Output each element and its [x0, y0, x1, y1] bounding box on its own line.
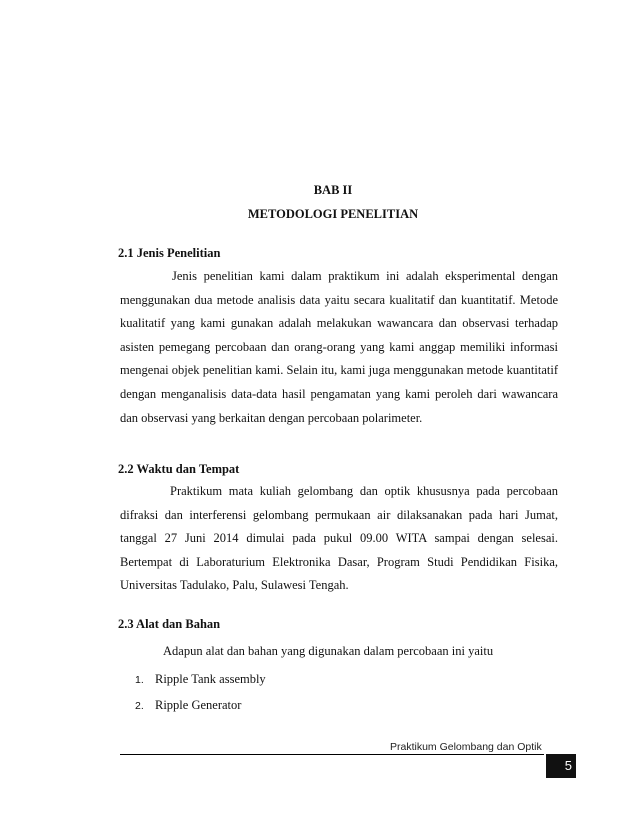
section-intro-2-3: Adapun alat dan bahan yang digunakan dalam percobaan ini yaitu [163, 644, 494, 658]
section-heading-2-3: 2.3 Alat dan Bahan [118, 617, 221, 631]
list-number: 2. [135, 700, 144, 712]
list-text: Ripple Generator [155, 698, 242, 712]
page-number: 5 [546, 754, 576, 778]
section-body-2-1 [120, 265, 558, 430]
list-item [135, 698, 241, 713]
section-body-2-1-text: Jenis penelitian kami dalam praktikum ini adalah eksperimental dengan menggunakan dua metode analisis data yaitu secara kualitatif dan kuantitatif. Metode kualitatif yang kami gunakan adalah melakukan wawancara dan observasi terhadap asisten pemegang percobaan dan orang-orang yang kami anggap memiliki informasi mengenai objek penelitian kami. Selain itu, kami juga menggunakan metode kuantitatif dengan menganalisis data-data hasil pengamatan yang kami peroleh dari wawancara dan observasi yang berkaitan dengan percobaan polarimeter. [120, 269, 558, 425]
section-heading-2-2: 2.2 Waktu dan Tempat [118, 462, 240, 476]
list-number: 1. [135, 674, 144, 686]
footer-running-title: Praktikum Gelombang dan Optik [390, 741, 542, 753]
chapter-number: BAB II [313, 183, 353, 197]
section-body-2-2-text: Praktikum mata kuliah gelombang dan optik khususnya pada percobaan difraksi dan interferensi gelombang permukaan air dilaksanakan pada hari Jumat, tanggal 27 Juni 2014 dimulai pada pukul 09.00 WITA sampai dengan selesai. Bertempat di Laboraturium Elektronika Dasar, Program Studi Pendidikan Fisika, Universitas Tadulako, Palu, Sulawesi Tengah. [120, 484, 558, 593]
list-text: Ripple Tank assembly [155, 672, 266, 686]
section-body-2-2 [120, 480, 558, 598]
footer-rule [120, 754, 544, 755]
section-heading-2-1: 2.1 Jenis Penelitian [118, 246, 221, 260]
list-item [135, 672, 266, 687]
chapter-title: METODOLOGI PENELITIAN [247, 207, 419, 221]
